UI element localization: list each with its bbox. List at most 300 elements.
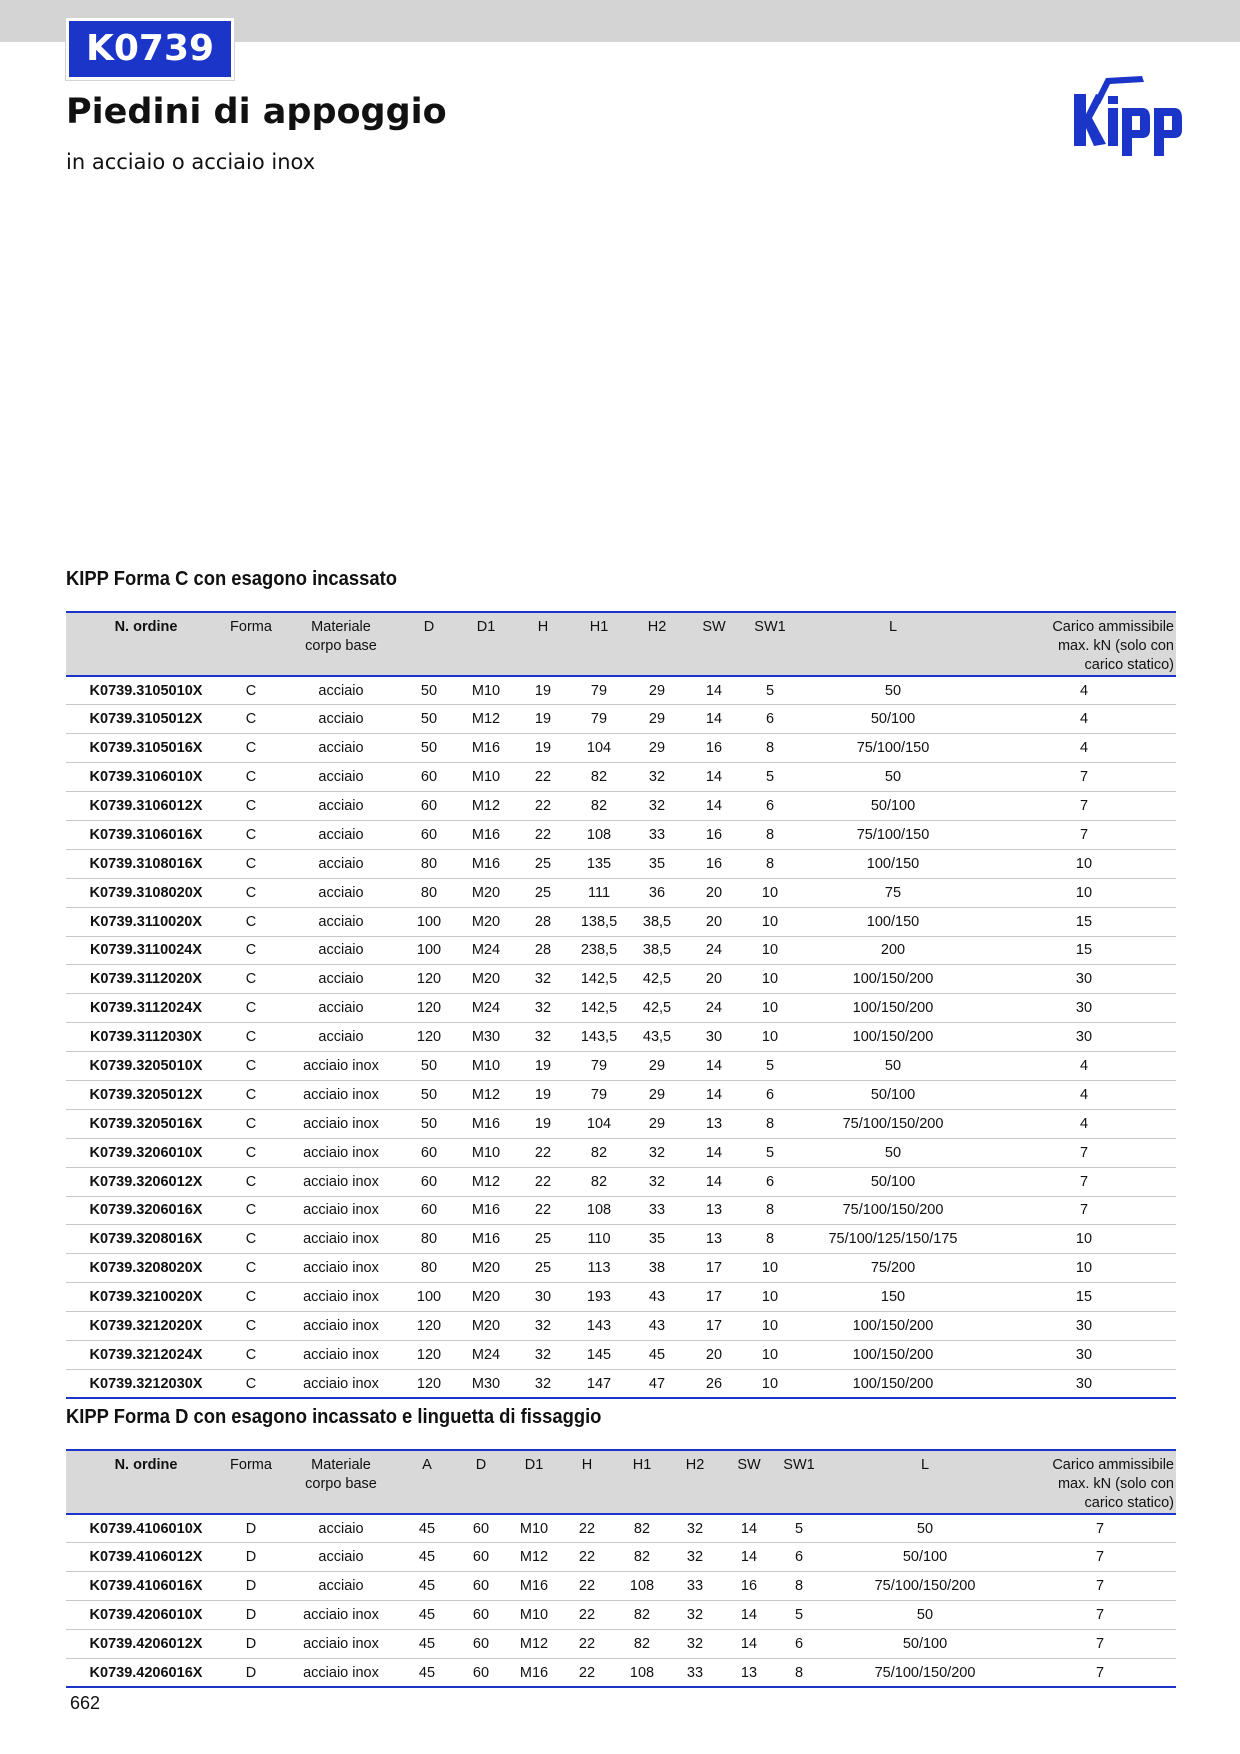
table-cell: 150 (794, 1283, 992, 1312)
table-cell: 79 (566, 676, 632, 705)
table-row (66, 734, 1176, 763)
table-row (66, 965, 1176, 994)
table-cell: acciaio (276, 705, 406, 734)
table-cell: D (226, 1658, 276, 1687)
table-cell: 120 (406, 1340, 452, 1369)
table-cell: 45 (406, 1572, 448, 1601)
table-cell: 60 (448, 1514, 514, 1543)
table-cell: 10 (746, 994, 794, 1023)
table-row (66, 1658, 1176, 1687)
table-cell: C (226, 1369, 276, 1398)
table-cell: K0739.3208020X (66, 1254, 226, 1283)
table-cell: 120 (406, 965, 452, 994)
table-cell: 60 (406, 1196, 452, 1225)
table-cell: M24 (452, 1340, 520, 1369)
table-cell: 50 (826, 1514, 1024, 1543)
table-cell: 4 (992, 1052, 1176, 1081)
table-cell: 75/100/150 (794, 820, 992, 849)
table-cell: 33 (632, 820, 682, 849)
table-cell: 82 (566, 1138, 632, 1167)
table-cell: C (226, 1023, 276, 1052)
table-cell: 75/100/125/150/175 (794, 1225, 992, 1254)
table-cell: 15 (992, 936, 1176, 965)
table-cell: M16 (514, 1572, 554, 1601)
table-cell: 120 (406, 1023, 452, 1052)
table-cell: M24 (452, 994, 520, 1023)
table-cell: 75/100/150/200 (794, 1196, 992, 1225)
table-cell: 75/100/150/200 (794, 1109, 992, 1138)
table-cell: C (226, 878, 276, 907)
table-cell: 100 (406, 907, 452, 936)
table-cell: K0739.3212024X (66, 1340, 226, 1369)
table-cell: 80 (406, 849, 452, 878)
table-cell: 14 (682, 763, 746, 792)
table-cell: 43 (632, 1283, 682, 1312)
table-cell: 32 (632, 1167, 682, 1196)
table-cell: 32 (664, 1601, 726, 1630)
table-cell: 10 (746, 1340, 794, 1369)
table-row (66, 820, 1176, 849)
table-cell: 5 (772, 1514, 826, 1543)
column-header: Materiale corpo base (276, 612, 406, 676)
table-cell: 8 (746, 1196, 794, 1225)
table-cell: 108 (566, 1196, 632, 1225)
table-cell: 50 (406, 705, 452, 734)
table-cell: 100/150/200 (794, 965, 992, 994)
table-cell: 45 (406, 1601, 448, 1630)
table-cell: 45 (406, 1658, 448, 1687)
table-cell: 14 (726, 1514, 772, 1543)
table-cell: 60 (448, 1630, 514, 1659)
table-cell: 5 (772, 1601, 826, 1630)
table-cell: 82 (620, 1514, 664, 1543)
table-cell: 10 (746, 1312, 794, 1341)
column-header: L (826, 1450, 1024, 1514)
column-header: L (794, 612, 992, 676)
table-cell: 8 (772, 1658, 826, 1687)
table-cell: 25 (520, 1225, 566, 1254)
table-cell: 50 (406, 1080, 452, 1109)
table-cell: 10 (746, 878, 794, 907)
table-cell: K0739.3106012X (66, 792, 226, 821)
table-cell: C (226, 820, 276, 849)
table-cell: D (226, 1601, 276, 1630)
table-cell: 29 (632, 734, 682, 763)
table-row (66, 1196, 1176, 1225)
table-cell: M20 (452, 1254, 520, 1283)
section-title-form-c: KIPP Forma C con esagono incassato (66, 568, 397, 590)
column-header: D1 (452, 612, 520, 676)
table-cell: 8 (746, 734, 794, 763)
table-cell: 10 (992, 878, 1176, 907)
section-title-form-d: KIPP Forma D con esagono incassato e linguetta di fissaggio (66, 1406, 602, 1428)
table-row (66, 1572, 1176, 1601)
table-cell: 42,5 (632, 965, 682, 994)
table-cell: 16 (726, 1572, 772, 1601)
table-cell: 5 (746, 1138, 794, 1167)
table-cell: acciaio (276, 849, 406, 878)
table-cell: 16 (682, 849, 746, 878)
page-subtitle: in acciaio o acciaio inox (66, 150, 316, 174)
table-cell: K0739.3108020X (66, 878, 226, 907)
column-header: H2 (664, 1450, 726, 1514)
table-cell: 50 (794, 1052, 992, 1081)
table-row (66, 792, 1176, 821)
table-cell: 42,5 (632, 994, 682, 1023)
table-cell: 10 (992, 1254, 1176, 1283)
table-cell: K0739.4106012X (66, 1543, 226, 1572)
table-cell: 100 (406, 1283, 452, 1312)
table-cell: M20 (452, 878, 520, 907)
table-cell: 32 (664, 1630, 726, 1659)
table-cell: 7 (1024, 1572, 1176, 1601)
table-cell: K0739.4206010X (66, 1601, 226, 1630)
table-cell: 30 (992, 1023, 1176, 1052)
table-cell: acciaio (276, 907, 406, 936)
table-row (66, 705, 1176, 734)
table-cell: 10 (746, 907, 794, 936)
table-cell: 50/100 (826, 1630, 1024, 1659)
table-cell: acciaio inox (276, 1196, 406, 1225)
table-cell: 60 (448, 1601, 514, 1630)
table-cell: M20 (452, 907, 520, 936)
table-cell: 25 (520, 1254, 566, 1283)
table-cell: 238,5 (566, 936, 632, 965)
column-header: H (520, 612, 566, 676)
table-cell: acciaio inox (276, 1340, 406, 1369)
table-cell: C (226, 849, 276, 878)
table-cell: 32 (520, 1340, 566, 1369)
column-header: D (406, 612, 452, 676)
table-cell: 75/100/150 (794, 734, 992, 763)
table-cell: 145 (566, 1340, 632, 1369)
table-cell: 4 (992, 1080, 1176, 1109)
table-cell: 4 (992, 734, 1176, 763)
table-cell: C (226, 705, 276, 734)
table-cell: 38,5 (632, 907, 682, 936)
table-cell: 14 (726, 1630, 772, 1659)
table-cell: K0739.3205016X (66, 1109, 226, 1138)
product-code-badge: K0739 (66, 18, 234, 80)
table-cell: K0739.3106010X (66, 763, 226, 792)
table-cell: D (226, 1630, 276, 1659)
table-cell: C (226, 1052, 276, 1081)
table-cell: 7 (1024, 1601, 1176, 1630)
table-cell: 8 (746, 820, 794, 849)
column-header: N. ordine (66, 612, 226, 676)
table-cell: 82 (620, 1543, 664, 1572)
table-row (66, 1543, 1176, 1572)
table-cell: 8 (746, 1109, 794, 1138)
table-cell: 16 (682, 734, 746, 763)
table-cell: 32 (632, 763, 682, 792)
table-cell: M12 (452, 1080, 520, 1109)
table-cell: 32 (520, 994, 566, 1023)
table-cell: K0739.3112024X (66, 994, 226, 1023)
table-cell: 35 (632, 849, 682, 878)
table-cell: 32 (632, 1138, 682, 1167)
table-cell: 10 (746, 1023, 794, 1052)
table-cell: 19 (520, 1080, 566, 1109)
table-cell: 6 (746, 792, 794, 821)
table-cell: M10 (452, 763, 520, 792)
table-cell: M16 (452, 1225, 520, 1254)
table-cell: 45 (406, 1630, 448, 1659)
table-cell: 35 (632, 1225, 682, 1254)
table-cell: 22 (554, 1630, 620, 1659)
table-cell: 60 (406, 763, 452, 792)
table-cell: 100/150/200 (794, 994, 992, 1023)
kipp-logo-icon (1072, 74, 1188, 160)
table-cell: C (226, 965, 276, 994)
table-cell: 82 (620, 1630, 664, 1659)
table-cell: 60 (406, 1167, 452, 1196)
table-cell: 82 (566, 792, 632, 821)
table-cell: 193 (566, 1283, 632, 1312)
table-cell: 29 (632, 676, 682, 705)
table-cell: 24 (682, 936, 746, 965)
table-row (66, 1225, 1176, 1254)
table-cell: acciaio (276, 763, 406, 792)
table-cell: 14 (682, 676, 746, 705)
table-cell: K0739.4206012X (66, 1630, 226, 1659)
table-cell: 20 (682, 878, 746, 907)
table-cell: K0739.3110024X (66, 936, 226, 965)
table-cell: 80 (406, 1254, 452, 1283)
column-header: SW (682, 612, 746, 676)
table-cell: K0739.3205010X (66, 1052, 226, 1081)
table-cell: 147 (566, 1369, 632, 1398)
table-cell: acciaio (276, 734, 406, 763)
table-cell: 19 (520, 1109, 566, 1138)
table-cell: 22 (520, 1138, 566, 1167)
table-cell: M20 (452, 965, 520, 994)
table-cell: 5 (746, 1052, 794, 1081)
table-cell: 32 (632, 792, 682, 821)
table-cell: acciaio inox (276, 1167, 406, 1196)
table-cell: C (226, 792, 276, 821)
column-header: Forma (226, 1450, 276, 1514)
column-header: N. ordine (66, 1450, 226, 1514)
table-cell: K0739.3212030X (66, 1369, 226, 1398)
table-cell: 104 (566, 734, 632, 763)
table-cell: M12 (514, 1630, 554, 1659)
table-cell: 32 (520, 1369, 566, 1398)
table-cell: 82 (620, 1601, 664, 1630)
table-cell: acciaio (276, 1514, 406, 1543)
table-cell: 10 (746, 1369, 794, 1398)
table-cell: 50 (406, 734, 452, 763)
table-cell: 43 (632, 1312, 682, 1341)
table-cell: 29 (632, 705, 682, 734)
table-row (66, 1254, 1176, 1283)
table-cell: 60 (448, 1658, 514, 1687)
page-title: Piedini di appoggio (66, 92, 447, 132)
table-cell: C (226, 1254, 276, 1283)
table-cell: 143 (566, 1312, 632, 1341)
table-cell: 14 (682, 1138, 746, 1167)
table-cell: 29 (632, 1080, 682, 1109)
table-cell: 50 (826, 1601, 1024, 1630)
table-cell: 13 (682, 1109, 746, 1138)
table-cell: 50/100 (794, 792, 992, 821)
table-cell: 14 (682, 1080, 746, 1109)
table-cell: M10 (452, 1052, 520, 1081)
table-cell: 22 (520, 792, 566, 821)
table-cell: 6 (772, 1630, 826, 1659)
table-cell: K0739.3212020X (66, 1312, 226, 1341)
table-cell: K0739.3108016X (66, 849, 226, 878)
table-cell: M10 (514, 1514, 554, 1543)
table-cell: 43,5 (632, 1023, 682, 1052)
column-header: H2 (632, 612, 682, 676)
table-cell: acciaio (276, 792, 406, 821)
table-cell: 14 (682, 1167, 746, 1196)
table-cell: 14 (682, 1052, 746, 1081)
table-cell: C (226, 1167, 276, 1196)
table-row (66, 1080, 1176, 1109)
table-cell: 24 (682, 994, 746, 1023)
table-cell: acciaio inox (276, 1109, 406, 1138)
page-number: 662 (70, 1693, 101, 1713)
column-header: Carico ammissibile max. kN (solo con carico statico) (1024, 1450, 1176, 1514)
table-cell: M10 (452, 1138, 520, 1167)
table-cell: 47 (632, 1369, 682, 1398)
table-cell: 142,5 (566, 965, 632, 994)
table-cell: 14 (726, 1601, 772, 1630)
table-row (66, 1514, 1176, 1543)
table-cell: 16 (682, 820, 746, 849)
table-cell: 8 (746, 1225, 794, 1254)
column-header: Materiale corpo base (276, 1450, 406, 1514)
table-cell: D (226, 1543, 276, 1572)
table-cell: 7 (992, 763, 1176, 792)
table-cell: 20 (682, 965, 746, 994)
table-cell: 30 (992, 965, 1176, 994)
table-cell: 50/100 (794, 705, 992, 734)
table-cell: 7 (1024, 1658, 1176, 1687)
table-cell: 80 (406, 878, 452, 907)
table-cell: 108 (620, 1572, 664, 1601)
table-cell: 7 (992, 1167, 1176, 1196)
table-cell: acciaio (276, 965, 406, 994)
table-cell: acciaio inox (276, 1630, 406, 1659)
table-row (66, 1167, 1176, 1196)
table-cell: acciaio (276, 1543, 406, 1572)
table-cell: 25 (520, 878, 566, 907)
table-cell: acciaio inox (276, 1254, 406, 1283)
table-cell: K0739.3105016X (66, 734, 226, 763)
table-cell: 22 (520, 763, 566, 792)
table-cell: acciaio (276, 878, 406, 907)
table-cell: K0739.3208016X (66, 1225, 226, 1254)
table-row (66, 763, 1176, 792)
table-cell: acciaio inox (276, 1225, 406, 1254)
table-cell: 14 (682, 705, 746, 734)
table-cell: acciaio (276, 676, 406, 705)
table-row (66, 1109, 1176, 1138)
table-header-row (66, 1450, 1176, 1514)
table-row (66, 1052, 1176, 1081)
table-cell: M30 (452, 1369, 520, 1398)
table-cell: 143,5 (566, 1023, 632, 1052)
table-cell: M10 (514, 1601, 554, 1630)
table-cell: 29 (632, 1052, 682, 1081)
table-cell: M16 (452, 1196, 520, 1225)
table-cell: 79 (566, 1052, 632, 1081)
table-row (66, 676, 1176, 705)
table-cell: D (226, 1514, 276, 1543)
table-cell: 82 (566, 1167, 632, 1196)
table-cell: 13 (726, 1658, 772, 1687)
table-cell: 110 (566, 1225, 632, 1254)
table-cell: 20 (682, 907, 746, 936)
table-cell: 111 (566, 878, 632, 907)
table-cell: 79 (566, 1080, 632, 1109)
table-cell: 7 (1024, 1514, 1176, 1543)
table-cell: acciaio (276, 820, 406, 849)
table-cell: M20 (452, 1283, 520, 1312)
table-row (66, 907, 1176, 936)
table-cell: 120 (406, 994, 452, 1023)
table-cell: 60 (406, 1138, 452, 1167)
table-cell: K0739.3110020X (66, 907, 226, 936)
table-cell: 79 (566, 705, 632, 734)
table-cell: 138,5 (566, 907, 632, 936)
table-cell: 13 (682, 1225, 746, 1254)
table-cell: 8 (772, 1572, 826, 1601)
table-cell: M30 (452, 1023, 520, 1052)
table-cell: acciaio (276, 1572, 406, 1601)
table-cell: 17 (682, 1312, 746, 1341)
table-cell: 100/150 (794, 849, 992, 878)
table-cell: 108 (620, 1658, 664, 1687)
table-cell: 6 (746, 1080, 794, 1109)
column-header: H (554, 1450, 620, 1514)
table-cell: 104 (566, 1109, 632, 1138)
table-row (66, 1312, 1176, 1341)
table-cell: 7 (992, 820, 1176, 849)
table-cell: 7 (992, 1196, 1176, 1225)
table-cell: K0739.3106016X (66, 820, 226, 849)
table-cell: 10 (746, 965, 794, 994)
table-cell: 60 (448, 1572, 514, 1601)
table-cell: M16 (452, 849, 520, 878)
column-header: Carico ammissibile max. kN (solo con carico statico) (992, 612, 1176, 676)
table-cell: 22 (554, 1658, 620, 1687)
table-cell: K0739.3112030X (66, 1023, 226, 1052)
table-row (66, 1630, 1176, 1659)
table-cell: acciaio inox (276, 1052, 406, 1081)
table-cell: acciaio inox (276, 1601, 406, 1630)
table-cell: 30 (992, 1369, 1176, 1398)
table-cell: 22 (554, 1543, 620, 1572)
table-cell: 32 (520, 1312, 566, 1341)
table-cell: 50/100 (794, 1080, 992, 1109)
table-cell: 6 (746, 1167, 794, 1196)
table-cell: 30 (520, 1283, 566, 1312)
table-cell: 22 (520, 820, 566, 849)
table-cell: K0739.3206010X (66, 1138, 226, 1167)
table-cell: acciaio inox (276, 1312, 406, 1341)
table-cell: 22 (520, 1167, 566, 1196)
table-cell: 45 (406, 1514, 448, 1543)
table-cell: 29 (632, 1109, 682, 1138)
table-cell: 50 (406, 676, 452, 705)
table-cell: 32 (520, 965, 566, 994)
table-cell: K0739.3206012X (66, 1167, 226, 1196)
table-cell: C (226, 1340, 276, 1369)
